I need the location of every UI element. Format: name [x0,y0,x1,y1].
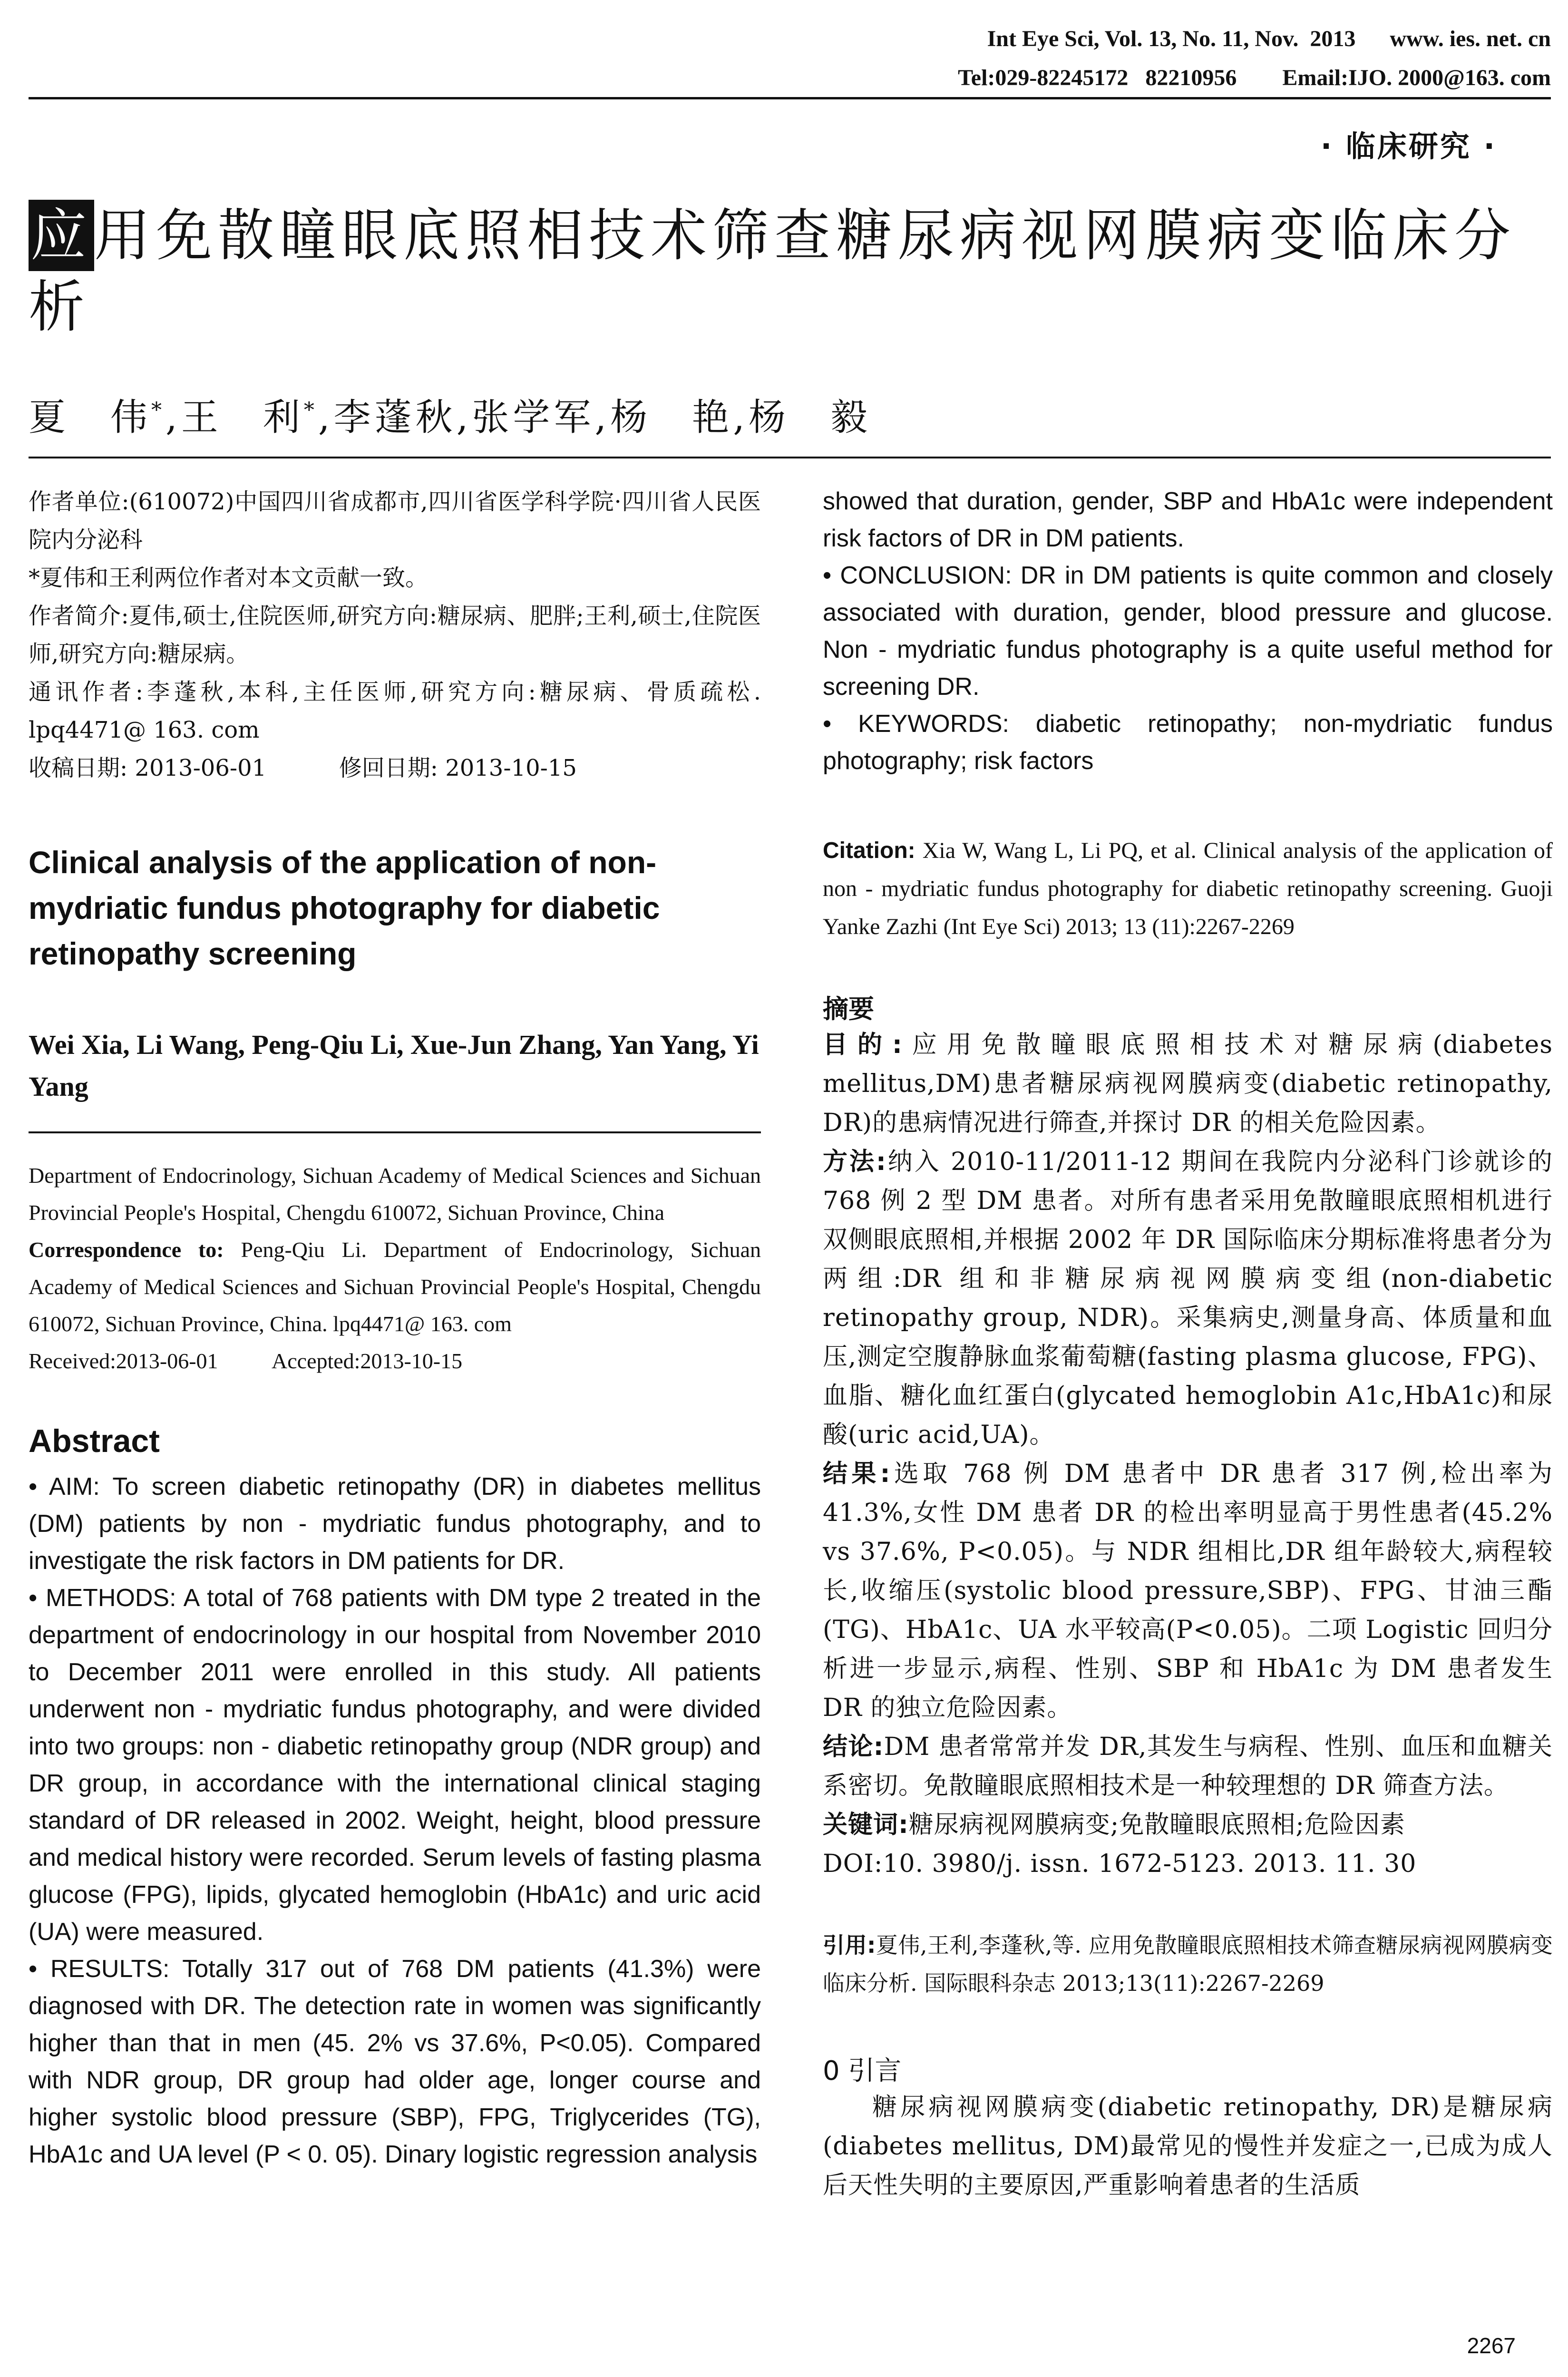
author-bio-cn: 作者简介:夏伟,硕士,住院医师,研究方向:糖尿病、肥胖;王利,硕士,住院医师,研究方向:糖尿病。 [29,603,761,667]
abstract-cn-keywords: 关键词:糖尿病视网膜病变;免散瞳眼底照相;危险因素 [823,1811,1405,1839]
intro-paragraph: 糖尿病视网膜病变(diabetic retinopathy, DR)是糖尿病(diabetes mellitus, DM)最常见的慢性并发症之一,已成为成人后天性失明的主要原因,严重影响着患者的生活质 [823,2093,1553,2200]
title-en: Clinical analysis of the application of non-mydriatic fundus photography for diabetic retinopathy screening [29,845,660,971]
dates-en: Received:2013-06-01 Accepted:2013-10-15 [29,1349,463,1373]
journal-header-line1: Int Eye Sci, Vol. 13, No. 11, Nov. 2013 www. ies. net. cn [987,26,1551,51]
abstract-methods: • METHODS: A total of 768 patients with DM type 2 treated in the department of endocrinology in our hospital from November 2010 to December 2011 were enrolled in this study. All patients underwent non - mydriatic fundus photography, and were divided into two groups: non - diabetic retinopathy group (NDR group) and DR group, in accordance with the international clinical staging standard of DR released in 2002. Weight, height, blood pressure and medical history were recorded. Serum levels of fasting plasma glucose (FPG), lipids, glycated hemoglobin (HbA1c) and uric acid (UA) were measured. [29,1584,761,1946]
corresponding-cn: 通讯作者:李蓬秋,本科,主任医师,研究方向:糖尿病、骨质疏松. lpq4471@ 163. com [29,679,761,743]
equal-contrib-mark-2: * [303,398,318,422]
title-first-char: 应 [29,200,94,271]
author-cn-rest: ,李蓬秋,张学军,杨 艳,杨 毅 [318,396,871,439]
intro-heading: 0 引言 [823,2056,902,2086]
author-cn-2: ,王 利 [166,396,304,439]
abstract-cn-result: 结果:选取 768 例 DM 患者中 DR 患者 317 例,检出率为 41.3%,女性 DM 患者 DR 的检出率明显高于男性患者(45.2% vs 37.6%, P<0.05)。与 NDR 组相比,DR 组年龄较大,病程较长,收缩压(systolic blood pressure,SBP)、FPG、甘油三酯(TG)、HbA1c、UA 水平较高(P<0.05)。二项 Logistic 回归分析进一步显示,病程、性别、SBP 和 HbA1c 为 DM 患者发生 DR 的独立危险因素。 [823,1460,1553,1722]
abstract-cn-method: 方法:纳入 2010-11/2011-12 期间在我院内分泌科门诊就诊的 768 例 2 型 DM 患者。对所有患者采用免散瞳眼底照相机进行双侧眼底照相,并根据 2002 年 DR 国际临床分期标准将患者分为两组:DR 组和非糖尿病视网膜病变组(non-diabetic retinopathy group, NDR)。采集病史,测量身高、体质量和血压,测定空腹静脉血浆葡萄糖(fasting plasma glucose, FPG)、血脂、糖化血红蛋白(glycated hemoglobin A1c,HbA1c)和尿酸(uric acid,UA)。 [823,1148,1553,1449]
abstract-heading: Abstract [29,1423,160,1459]
journal-header-line2: Tel:029-82245172 82210956 Email:IJO. 2000@163. com [958,65,1551,90]
abstract-cn-conclusion: 结论:DM 患者常常并发 DR,其发生与病程、性别、血压和血糖关系密切。免散瞳眼底照相技术是一种较理想的 DR 筛查方法。 [823,1733,1553,1800]
correspondence-en: Correspondence to: Peng-Qiu Li. Department of Endocrinology, Sichuan Academy of Medical Sciences and Sichuan Provincial People's Hospital, Chengdu 610072, Sichuan Province, China. lpq4471@ 163. com [29,1237,761,1336]
right-column [823,483,1553,2205]
citation-cn: 引用:夏伟,王利,李蓬秋,等. 应用免散瞳眼底照相技术筛查糖尿病视网膜病变临床分析. 国际眼科杂志 2013;13(11):2267-2269 [823,1932,1553,1996]
left-column [29,483,761,2173]
title-rule [29,457,1551,458]
abstract-cn-heading: 摘要 [823,994,874,1024]
abstract-results-cont: showed that duration, gender, SBP and HbA1c were independent risk factors of DR in DM patients. [823,487,1553,552]
author-cn-1: 夏 伟 [29,396,152,439]
title-cn [29,200,1550,342]
department-en: Department of Endocrinology, Sichuan Academy of Medical Sciences and Sichuan Provincial People's Hospital, Chengdu 610072, Sichuan Province, China [29,1163,761,1225]
abstract-keywords: • KEYWORDS: diabetic retinopathy; non-mydriatic fundus photography; risk factors [823,710,1553,775]
section-tag: · 临床研究 · [1320,129,1497,164]
title-rest: 用免散瞳眼底照相技术筛查糖尿病视网膜病变临床分析 [29,203,1517,340]
citation-en: Citation: Xia W, Wang L, Li PQ, et al. Clinical analysis of the application of non - mydriatic fundus photography for diabetic retinopathy screening. Guoji Yanke Zazhi (Int Eye Sci) 2013; 13 (11):2267-2269 [823,838,1553,939]
affiliation-cn: 作者单位:(610072)中国四川省成都市,四川省医学科学院·四川省人民医院内分泌科 [29,488,761,553]
doi: DOI:10. 3980/j. issn. 1672-5123. 2013. 11. 30 [823,1850,1417,1878]
page-number: 2267 [1467,2333,1516,2358]
authors-cn [29,388,871,441]
abstract-conclusion: • CONCLUSION: DR in DM patients is quite common and closely associated with duration, gender, blood pressure and glucose. Non - mydriatic fundus photography is a quite useful method for screening DR. [823,562,1553,701]
dates-cn: 收稿日期: 2013-06-01 修回日期: 2013-10-15 [29,755,577,781]
abstract-aim: • AIM: To screen diabetic retinopathy (DR) in diabetes mellitus (DM) patients by non - mydriatic fundus photography, and to investigate the risk factors in DM patients for DR. [29,1473,761,1575]
authors-en: Wei Xia, Li Wang, Peng-Qiu Li, Xue-Jun Zhang, Yan Yang, Yi Yang [29,1029,759,1102]
abstract-results: • RESULTS: Totally 317 out of 768 DM patients (41.3%) were diagnosed with DR. The detection rate in women was significantly higher than that in men (45. 2% vs 37.6%, P<0.05). Compared with NDR group, DR group had older age, longer course and higher systolic blood pressure (SBP), FPG, Triglycerides (TG), HbA1c and UA level (P < 0. 05). Dinary logistic regression analysis [29,1955,761,2168]
abstract-cn-goal: 目的:应用免散瞳眼底照相技术对糖尿病(diabetes mellitus,DM)患者糖尿病视网膜病变(diabetic retinopathy, DR)的患病情况进行筛查,并探讨 DR 的相关危险因素。 [823,1031,1553,1137]
header-rule [29,97,1551,99]
equal-contrib-mark-1: * [151,398,166,422]
equal-contrib-note: *夏伟和王利两位作者对本文贡献一致。 [29,565,429,591]
